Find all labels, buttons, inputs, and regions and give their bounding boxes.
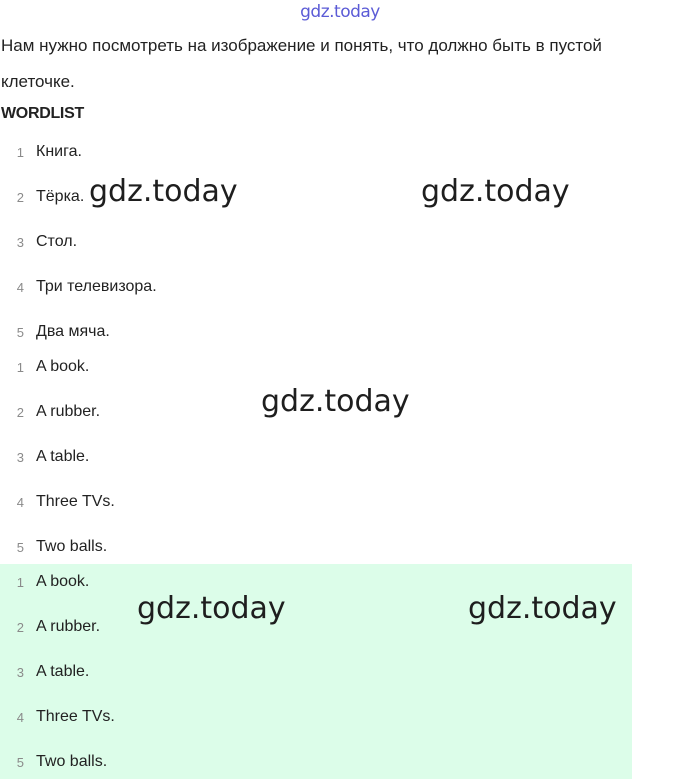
- answer-item: [0, 702, 115, 732]
- item-number: 3: [16, 234, 24, 250]
- item-number: 1: [16, 359, 24, 375]
- item-text: Три телевизора.: [36, 278, 157, 295]
- item-number: 2: [16, 189, 24, 205]
- watermark-text: gdz.today: [421, 174, 570, 209]
- item-number: 4: [16, 494, 24, 510]
- watermark-text: gdz.today: [261, 384, 410, 419]
- site-watermark-header: gdz.today: [300, 2, 380, 22]
- item-text: Тёрка.: [36, 188, 85, 205]
- item-text: A rubber.: [36, 618, 101, 635]
- item-text: Два мяча.: [36, 323, 110, 340]
- list-item: [0, 317, 110, 347]
- item-number: 2: [16, 619, 24, 635]
- item-text: Three TVs.: [36, 493, 115, 510]
- item-number: 4: [16, 279, 24, 295]
- item-text: A rubber.: [36, 403, 101, 420]
- answer-item: [0, 747, 107, 777]
- watermark-text: gdz.today: [137, 591, 286, 626]
- item-text: A table.: [36, 448, 90, 465]
- item-number: 5: [16, 754, 24, 770]
- item-text: Two balls.: [36, 538, 108, 555]
- item-number: 2: [16, 404, 24, 420]
- list-item: [0, 487, 115, 517]
- item-text: A book.: [36, 573, 90, 590]
- item-text: Книга.: [36, 143, 82, 160]
- list-item: [0, 227, 77, 257]
- item-number: 1: [16, 144, 24, 160]
- answer-item: [0, 612, 100, 642]
- item-text: Стол.: [36, 233, 78, 250]
- wordlist-heading: WORDLIST: [1, 105, 84, 122]
- list-item: [0, 137, 82, 167]
- list-item: [0, 442, 89, 472]
- list-item: [0, 182, 84, 212]
- watermark-text: gdz.today: [89, 174, 238, 209]
- item-text: A table.: [36, 663, 90, 680]
- list-item: [0, 272, 157, 302]
- item-number: 5: [16, 324, 24, 340]
- list-item: [0, 532, 107, 562]
- intro-paragraph: Нам нужно посмотреть на изображение и понять, что должно быть в пустой клеточке.: [1, 36, 602, 91]
- answer-item: [0, 567, 89, 597]
- item-text: Two balls.: [36, 753, 108, 770]
- item-number: 1: [16, 574, 24, 590]
- item-text: A book.: [36, 358, 90, 375]
- item-number: 5: [16, 539, 24, 555]
- item-text: Three TVs.: [36, 708, 115, 725]
- item-number: 3: [16, 449, 24, 465]
- item-number: 4: [16, 709, 24, 725]
- item-number: 3: [16, 664, 24, 680]
- answer-item: [0, 657, 89, 687]
- list-item: [0, 397, 100, 427]
- watermark-text: gdz.today: [468, 591, 617, 626]
- list-item: [0, 352, 89, 382]
